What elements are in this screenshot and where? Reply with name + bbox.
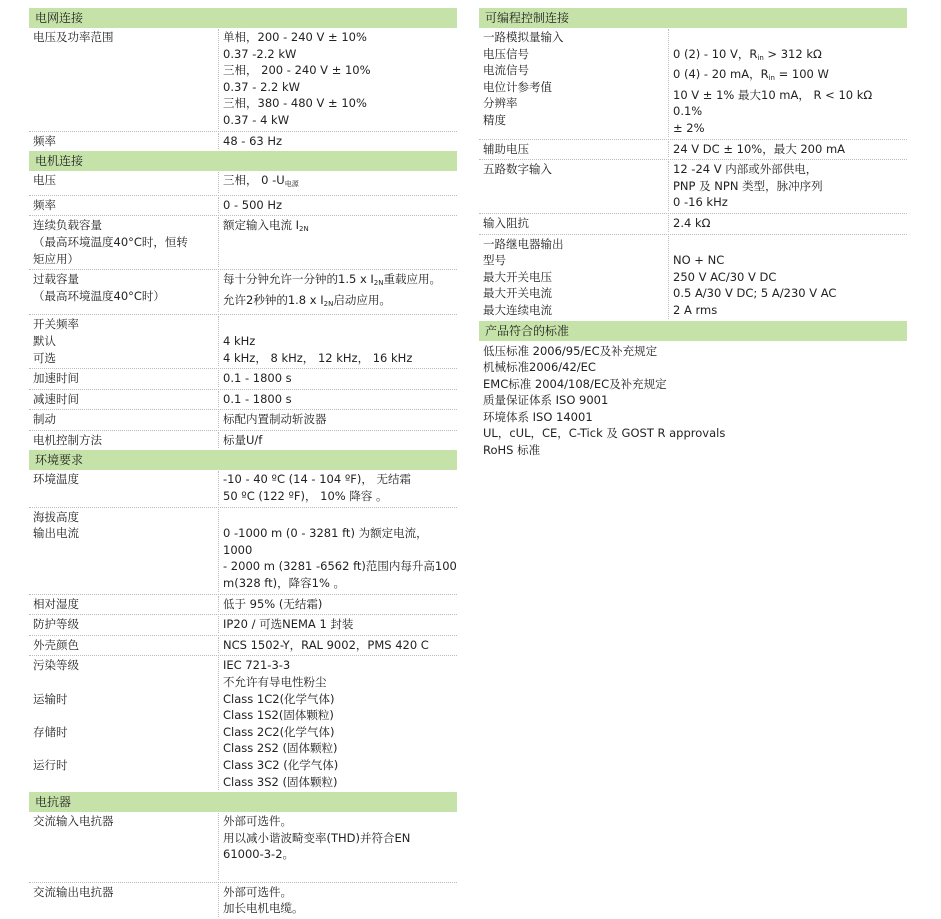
value-line: 0 - 500 Hz [223, 197, 283, 212]
label-line: 最大开关电流 [483, 286, 552, 301]
row-label [29, 657, 218, 790]
table-row [29, 171, 457, 196]
label-line: 频率 [33, 197, 56, 212]
table-row [29, 656, 457, 792]
row-value [218, 411, 457, 428]
value-line: NO + NC [673, 253, 725, 268]
right-column [479, 8, 907, 459]
value-line: 允许2秒钟的1.8 x $I_{2N}$启动应用。 [223, 292, 391, 308]
value-line: Class 1S2(固体颗粒) [223, 708, 334, 723]
row-value [668, 215, 907, 232]
compliance-list [479, 341, 907, 459]
row-label [479, 141, 668, 158]
list-item: UL，cUL，CE，C-Tick 及 GOST R approvals [483, 426, 726, 441]
table-row [29, 270, 457, 315]
label-line: 精度 [483, 112, 506, 127]
row-label [29, 596, 218, 613]
label-line: （最高环境温度40°C时） [33, 288, 165, 303]
table-row [29, 812, 457, 882]
label-line: 电压 [33, 173, 56, 188]
row-label [29, 29, 218, 129]
value-line: Class 1C2(化学气体) [223, 691, 335, 706]
label-line: 污染等级 [33, 658, 79, 673]
row-value [218, 133, 457, 150]
value-line: -10 - 40 ºC (14 - 104 ºF)， 无结霜 [223, 472, 411, 487]
row-value [218, 217, 457, 267]
label-line: （最高环境温度40°C时，恒转 [33, 234, 188, 249]
value-line: 每十分钟允许一分钟的1.5 x $I_{2N}$重载应用。 [223, 272, 441, 288]
label-line: 海拔高度 [33, 509, 79, 524]
section-header-environment: 环境要求 [29, 450, 457, 470]
row-label [29, 391, 218, 408]
row-value [218, 370, 457, 387]
label-line: 一路继电器输出 [483, 236, 564, 251]
value-line: PNP 及 NPN 类型，脉冲序列 [673, 178, 823, 193]
row-value [218, 432, 457, 449]
row-label [29, 316, 218, 366]
label-line: 一路模拟量输入 [483, 30, 564, 44]
section-header-compliance: 产品符合的标准 [479, 321, 907, 341]
label-line: 频率 [33, 133, 56, 148]
row-value [218, 884, 457, 917]
list-item: 低压标准 2006/95/EC及补充规定 [483, 343, 658, 358]
value-line: 4 kHz， 8 kHz， 12 kHz， 16 kHz [223, 350, 413, 365]
section-header-reactor: 电抗器 [29, 792, 457, 812]
row-value [218, 29, 457, 129]
value-line: 61000-3-2。 [223, 847, 295, 862]
row-value [218, 616, 457, 633]
row-label [29, 432, 218, 449]
row-value [218, 596, 457, 613]
value-line [223, 509, 457, 526]
label-line: 运输时 [33, 691, 68, 706]
value-line: 不允许有导电性粉尘 [223, 675, 327, 689]
value-line: 单相，200 - 240 V ± 10% [223, 30, 367, 44]
value-line: 0 -1000 m (0 - 3281 ft) 为额定电流， 1000 [223, 526, 428, 557]
row-label [29, 217, 218, 267]
table-row [479, 140, 907, 161]
label-line: 型号 [483, 253, 506, 268]
table-row [29, 595, 457, 616]
value-line: 2.4 kΩ [673, 215, 711, 230]
label-line: 减速时间 [33, 391, 79, 406]
table-row [479, 28, 907, 140]
label-line: 电压信号 [483, 46, 529, 61]
row-value [668, 141, 907, 158]
table-row [29, 28, 457, 132]
row-label [29, 271, 218, 312]
label-line: 交流输入电抗器 [33, 814, 114, 829]
value-line: 标配内置制动斩波器 [223, 412, 327, 427]
value-line: IEC 721-3-3 [223, 658, 291, 673]
label-line: 输出电流 [33, 526, 79, 541]
label-line: 开关频率 [33, 317, 79, 332]
table-row [29, 390, 457, 411]
value-line: 250 V AC/30 V DC [673, 269, 777, 284]
row-value [218, 316, 457, 366]
label-line: 五路数字输入 [483, 162, 552, 177]
row-label [29, 813, 218, 879]
value-line: Class 3C2 (化学气体) [223, 757, 339, 772]
row-label [479, 215, 668, 232]
value-line: 标量U/f [223, 432, 263, 447]
table-row [479, 214, 907, 235]
table-row [29, 431, 457, 451]
section-header-motor: 电机连接 [29, 151, 457, 171]
table-row [479, 235, 907, 321]
label-line: 过载容量 [33, 272, 79, 287]
value-line: 48 - 63 Hz [223, 133, 283, 148]
label-line: 制动 [33, 412, 56, 427]
label-line: 防护等级 [33, 617, 79, 632]
label-line: 电压及功率范围 [33, 30, 114, 44]
label-line: 最大连续电流 [483, 302, 552, 317]
value-line: Class 2S2 (固体颗粒) [223, 741, 338, 756]
value-line: 24 V DC ± 10%，最大 200 mA [673, 141, 846, 156]
value-line: NCS 1502-Y，RAL 9002，PMS 420 C [223, 637, 429, 652]
row-label [29, 884, 218, 917]
value-line: 12 -24 V 内部或外部供电， [673, 162, 818, 177]
label-line: 连续负载容量 [33, 218, 102, 233]
value-line: ± 2% [673, 120, 705, 135]
row-label [479, 236, 668, 319]
table-row [29, 196, 457, 217]
table-row [29, 636, 457, 657]
row-label [479, 161, 668, 211]
value-line: 外部可选件。 [223, 814, 292, 829]
list-item: 质量保证体系 ISO 9001 [483, 393, 609, 408]
row-value [218, 471, 457, 504]
value-line: 4 kHz [223, 333, 256, 348]
row-value [668, 29, 907, 137]
label-line: 电机控制方法 [33, 432, 102, 447]
table-row [29, 216, 457, 270]
table-row [29, 470, 457, 507]
row-value [218, 391, 457, 408]
row-value [668, 236, 907, 319]
label-line: 电流信号 [483, 63, 529, 78]
row-label [29, 172, 218, 193]
label-line: 辅助电压 [483, 141, 529, 156]
section-header-grid: 电网连接 [29, 8, 457, 28]
value-line: 2 A rms [673, 302, 718, 317]
row-label [29, 509, 218, 592]
value-line: m(328 ft)，降容1% 。 [223, 576, 346, 591]
value-line: 0.5 A/30 V DC; 5 A/230 V AC [673, 286, 837, 301]
list-item: 环境体系 ISO 14001 [483, 409, 593, 424]
row-value [668, 161, 907, 211]
table-row [29, 315, 457, 369]
table-row [29, 615, 457, 636]
value-line: 10 V ± 1% 最大10 mA， R < 10 kΩ [673, 87, 873, 102]
value-line: 0.1% [673, 104, 703, 119]
label-line: 存储时 [33, 724, 68, 739]
value-line: 0.1 - 1800 s [223, 391, 292, 406]
left-column [29, 8, 457, 919]
row-value [218, 813, 457, 879]
row-value [218, 197, 457, 214]
row-value [218, 172, 457, 193]
label-line: 外壳颜色 [33, 637, 79, 652]
row-label [479, 29, 668, 137]
value-line: 0.37 -2.2 kW [223, 46, 297, 61]
value-line: 三相， 200 - 240 V ± 10% [223, 63, 371, 78]
section-header-control: 可编程控制连接 [479, 8, 907, 28]
value-line: 加长电机电缆。 [223, 901, 304, 916]
label-line: 默认 [33, 333, 56, 348]
label-line: 输入阻抗 [483, 215, 529, 230]
table-row [29, 369, 457, 390]
table-row [29, 132, 457, 152]
value-line: 0 (4) - 20 mA，$R_{in} = 100$ W [673, 67, 829, 83]
row-value [218, 657, 457, 790]
value-line: 外部可选件。 [223, 884, 292, 899]
value-line: IP20 / 可选NEMA 1 封装 [223, 617, 354, 632]
label-line: 矩应用） [33, 251, 79, 266]
label-line: 交流输出电抗器 [33, 884, 114, 899]
value-line: 0.1 - 1800 s [223, 371, 292, 386]
value-line: 50 ºC (122 ºF)， 10% 降容 。 [223, 489, 388, 504]
label-line: 运行时 [33, 757, 68, 772]
value-line: 三相， 0 $-U_{电源}$ [223, 173, 299, 189]
list-item: RoHS 标准 [483, 443, 541, 458]
value-line: 0 -16 kHz [673, 195, 728, 210]
value-line: Class 2C2(化学气体) [223, 724, 335, 739]
row-value [218, 271, 457, 312]
value-line: 额定输入电流 $I_{2N}$ [223, 218, 309, 234]
list-item: 机械标准2006/42/EC [483, 360, 596, 375]
value-line: 三相，380 - 480 V ± 10% [223, 96, 367, 111]
table-row [29, 410, 457, 431]
row-value [218, 637, 457, 654]
label-line: 最大开关电压 [483, 269, 552, 284]
label-line: 分辨率 [483, 96, 518, 111]
row-label [29, 197, 218, 214]
value-line [223, 316, 457, 333]
table-row [479, 160, 907, 214]
table-row [29, 508, 457, 595]
row-label [29, 411, 218, 428]
value-line: 0.37 - 4 kW [223, 112, 290, 127]
value-line: Class 3S2 (固体颗粒) [223, 774, 338, 789]
row-value [218, 509, 457, 592]
value-line: - 2000 m (3281 -6562 ft)范围内每升高100 [223, 559, 457, 574]
row-label [29, 133, 218, 150]
label-line: 加速时间 [33, 371, 79, 386]
label-line: 相对湿度 [33, 596, 79, 611]
value-line: 0 (2) - 10 V，$R_{in} > 312$ kΩ [673, 46, 822, 62]
label-line: 环境温度 [33, 472, 79, 487]
value-line: 用以减小谐波畸变率(THD)并符合EN [223, 830, 411, 845]
value-line: 0.37 - 2.2 kW [223, 79, 301, 94]
list-item: EMC标准 2004/108/EC及补充规定 [483, 376, 667, 391]
row-label [29, 637, 218, 654]
label-line: 可选 [33, 350, 56, 365]
row-label [29, 616, 218, 633]
row-label [29, 471, 218, 504]
row-label [29, 370, 218, 387]
value-line: 低于 95% (无结霜) [223, 596, 323, 611]
label-line: 电位计参考值 [483, 79, 552, 94]
